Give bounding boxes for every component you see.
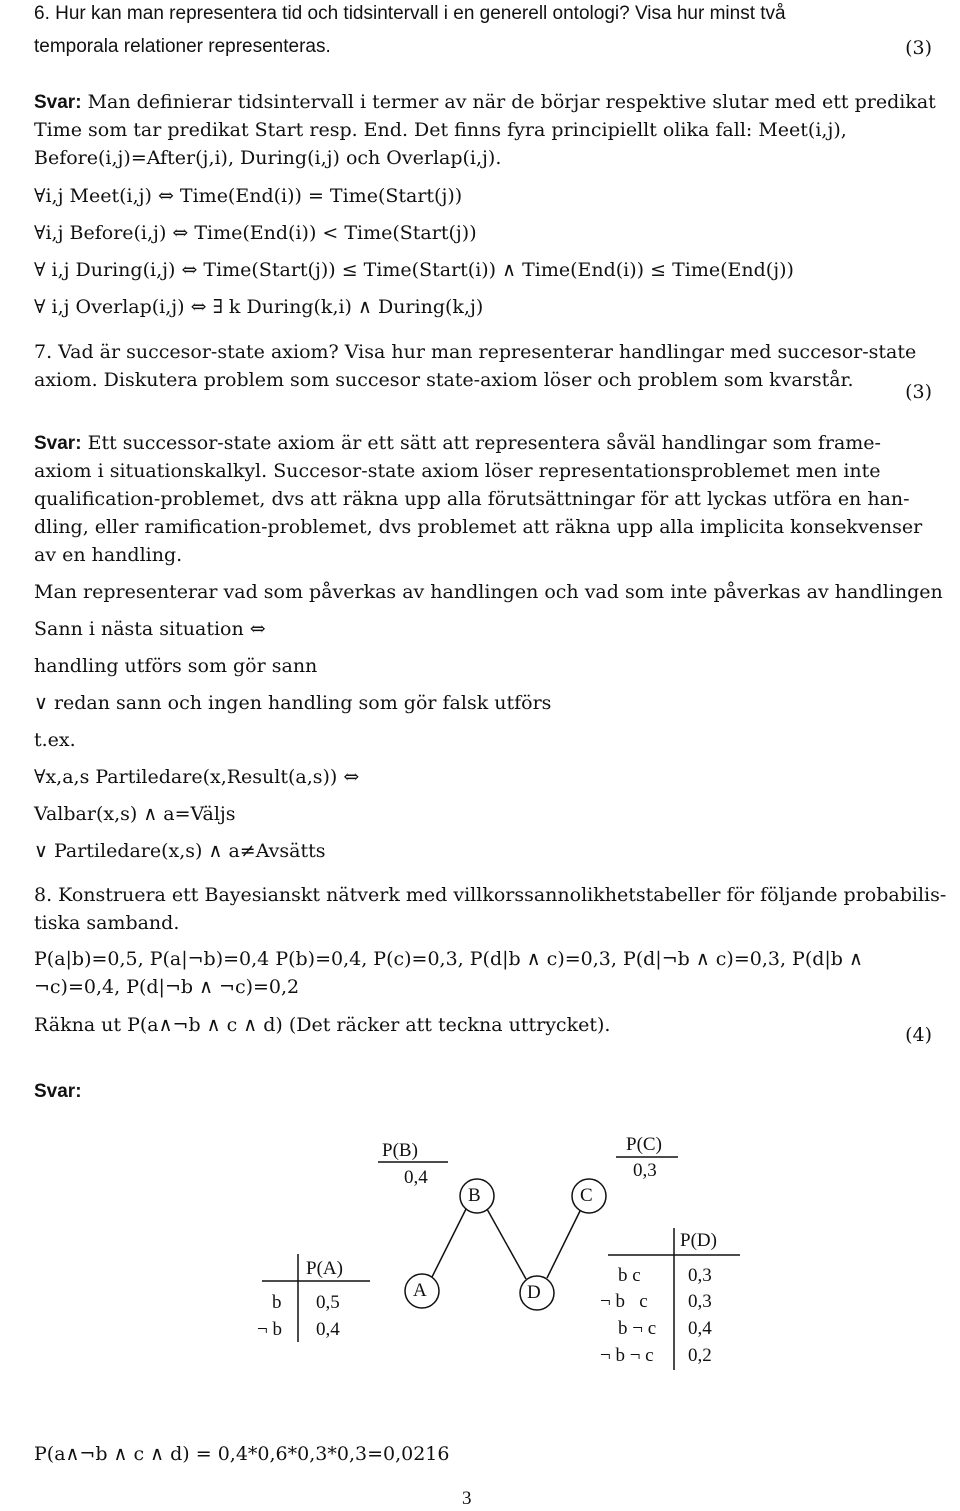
q7-answer-line-1: Svar: Ett successor-state axiom är ett sätt att representera såväl handlingar som frame- <box>34 432 881 454</box>
pd-cond: b ¬ c <box>618 1318 657 1339</box>
q7-answer-line-5: av en handling. <box>34 544 183 566</box>
q7-text-line: handling utförs som gör sann <box>34 655 318 677</box>
pc-header: P(C) <box>626 1134 662 1155</box>
q8-answer-label: Svar: <box>34 1081 82 1102</box>
formula-overlap: ∀ i,j Overlap(i,j) ⇔ ∃ k During(k,i) ∧ During(k,j) <box>34 296 484 318</box>
page-number: 3 <box>462 1488 472 1509</box>
q7-text-line: t.ex. <box>34 729 76 751</box>
q8-probabilities-line-1: P(a|b)=0,5, P(a|¬b)=0,4 P(b)=0,4, P(c)=0,3, P(d|b ∧ c)=0,3, P(d|¬b ∧ c)=0,3, P(d|b ∧ <box>34 948 863 970</box>
node-c-label: C <box>580 1185 593 1206</box>
pd-cond: ¬ b ¬ c <box>600 1345 654 1366</box>
q8-question-line-2: tiska samband. <box>34 912 180 934</box>
pd-value: 0,3 <box>688 1291 712 1312</box>
edge-b-a <box>432 1209 466 1277</box>
q6-question-line-2: temporala relationer representeras. <box>34 36 331 57</box>
pb-value: 0,4 <box>404 1167 428 1188</box>
q7-answer-line-2: axiom i situationskalkyl. Succesor-state axiom löser representationsproblemet men inte <box>34 460 881 482</box>
q7-answer-line-4: dling, eller ramification-problemet, dvs problemet att räkna upp alla implicita konsekvenser <box>34 516 923 538</box>
q8-probabilities-line-2: ¬c)=0,4, P(d|¬b ∧ ¬c)=0,2 <box>34 976 300 998</box>
q8-points: (4) <box>905 1024 932 1046</box>
node-a-label: A <box>413 1280 427 1301</box>
q6-answer-line-1: Svar: Man definierar tidsintervall i termer av när de börjar respektive slutar med ett predikat <box>34 91 936 113</box>
answer-label: Svar: <box>34 92 82 113</box>
formula-meet: ∀i,j Meet(i,j) ⇔ Time(End(i)) = Time(Start(j)) <box>34 185 463 207</box>
q7-question-line-1: 7. Vad är succesor-state axiom? Visa hur man representerar handlingar med succesor-state <box>34 341 917 363</box>
pd-value: 0,2 <box>688 1345 712 1366</box>
q6-points: (3) <box>905 37 932 59</box>
q6-answer-line-2: Time som tar predikat Start resp. End. Det finns fyra principiellt olika fall: Meet(i,j), <box>34 119 847 141</box>
pd-value: 0,4 <box>688 1318 712 1339</box>
q8-task: Räkna ut P(a∧¬b ∧ c ∧ d) (Det räcker att teckna uttrycket). <box>34 1014 611 1036</box>
pc-value: 0,3 <box>633 1160 657 1181</box>
pa-value: 0,5 <box>316 1292 340 1313</box>
q7-question-line-2: axiom. Diskutera problem som succesor state-axiom löser och problem som kvarstår. <box>34 369 854 391</box>
edge-b-d <box>487 1209 526 1279</box>
pa-value: 0,4 <box>316 1319 340 1340</box>
q7-text-line: ∨ redan sann och ingen handling som gör falsk utförs <box>34 692 552 714</box>
node-b-label: B <box>468 1185 481 1206</box>
q8-result: P(a∧¬b ∧ c ∧ d) = 0,4*0,6*0,3*0,3=0,0216 <box>34 1443 450 1465</box>
pd-header: P(D) <box>680 1230 717 1251</box>
q6-question-line-1: 6. Hur kan man representera tid och tidsintervall i en generell ontologi? Visa hur minst två <box>34 3 786 24</box>
answer-label: Svar: <box>34 433 82 454</box>
pa-cond: ¬ b <box>257 1319 282 1340</box>
q7-text-line: ∨ Partiledare(x,s) ∧ a≠Avsätts <box>34 840 326 862</box>
q7-text-line: Man representerar vad som påverkas av handlingen och vad som inte påverkas av handlingen <box>34 581 943 603</box>
pd-cond: ¬ b c <box>600 1291 648 1312</box>
pd-cond: b c <box>618 1265 641 1286</box>
pa-cond: b <box>272 1292 282 1313</box>
q7-answer-line-3: qualification-problemet, dvs att räkna upp alla förutsättningar för att lyckas utföra en han- <box>34 488 910 510</box>
pb-header: P(B) <box>382 1140 418 1161</box>
q7-points: (3) <box>905 381 932 403</box>
pa-header: P(A) <box>306 1258 343 1279</box>
q7-text-line: Sann i nästa situation ⇔ <box>34 618 266 640</box>
formula-during: ∀ i,j During(i,j) ⇔ Time(Start(j)) ≤ Time(Start(i)) ∧ Time(End(i)) ≤ Time(End(j)) <box>34 259 794 281</box>
q6-answer-line-3: Before(i,j)=After(j,i), During(i,j) och Overlap(i,j). <box>34 147 502 169</box>
edge-c-d <box>547 1211 580 1278</box>
pd-value: 0,3 <box>688 1265 712 1286</box>
q7-text-line: ∀x,a,s Partiledare(x,Result(a,s)) ⇔ <box>34 766 360 788</box>
node-d-label: D <box>527 1282 541 1303</box>
q7-text-line: Valbar(x,s) ∧ a=Väljs <box>34 803 236 825</box>
q8-question-line-1: 8. Konstruera ett Bayesianskt nätverk med villkorssannolikhetstabeller för följande probabilis- <box>34 884 947 906</box>
formula-before: ∀i,j Before(i,j) ⇔ Time(End(i)) < Time(Start(j)) <box>34 222 477 244</box>
